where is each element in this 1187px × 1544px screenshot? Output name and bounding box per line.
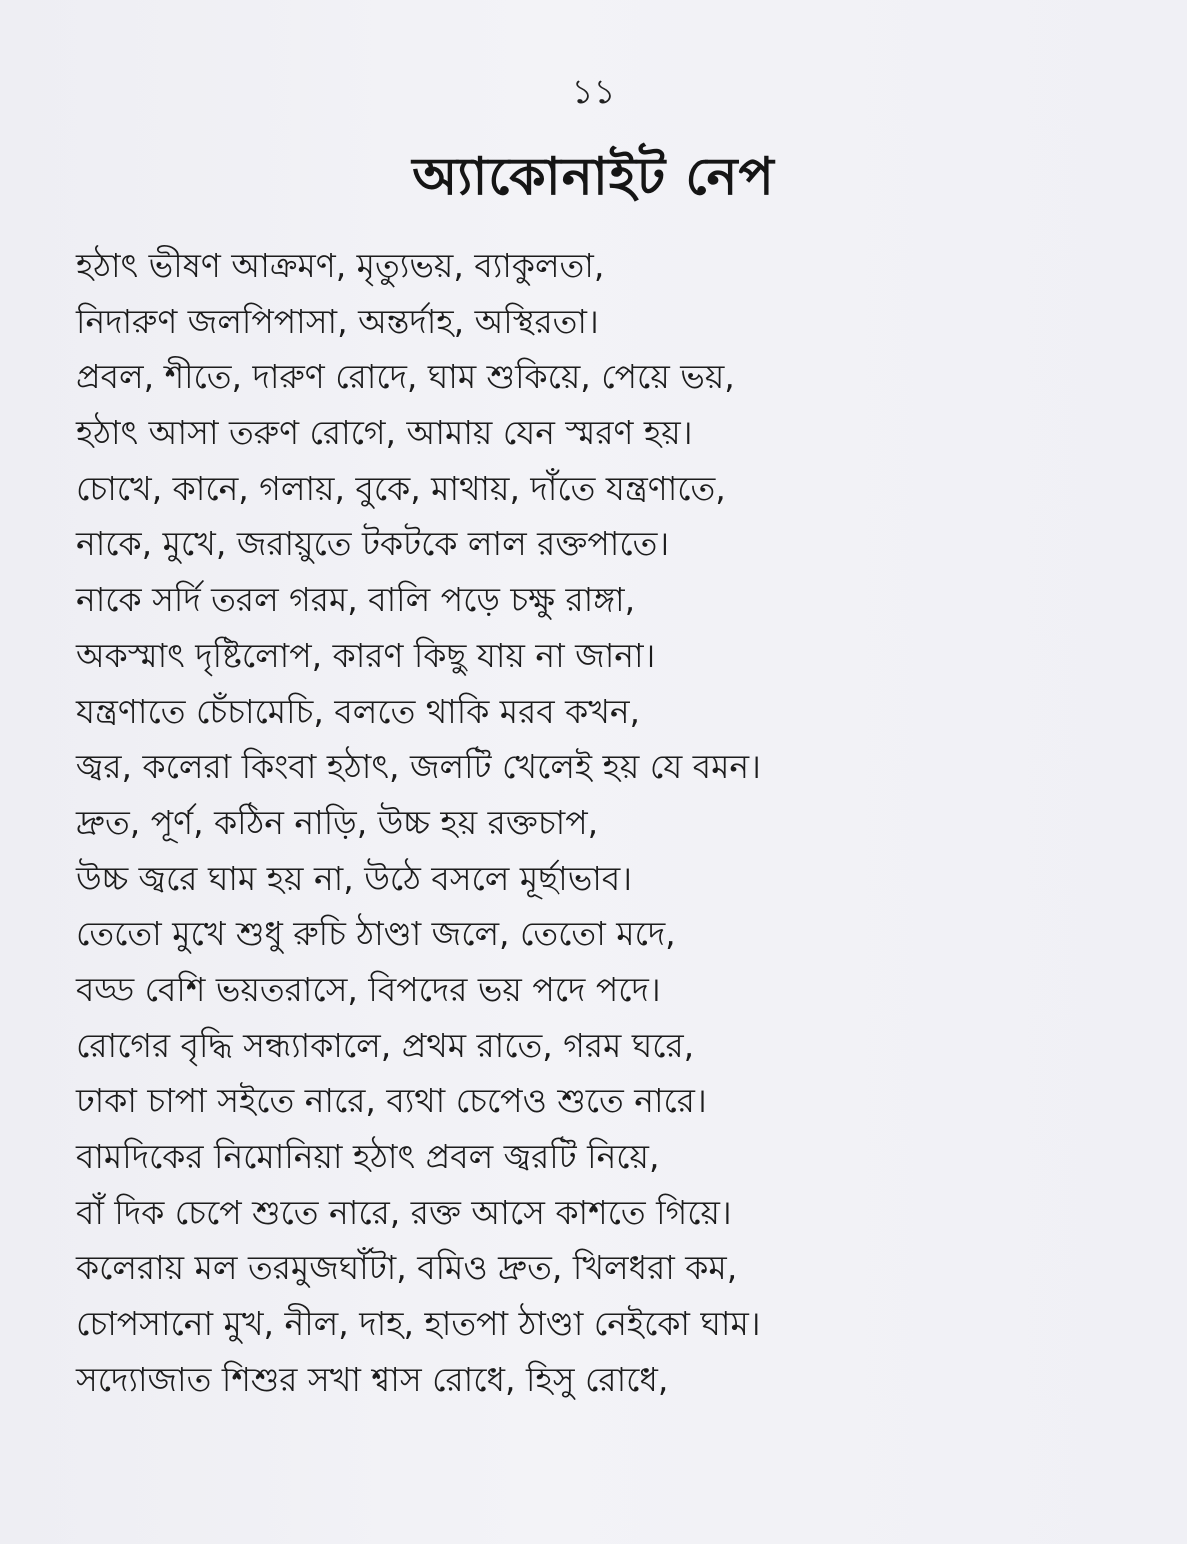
poem-line: তেতো মুখে শুধু রুচি ঠাণ্ডা জলে, তেতো মদে, — [76, 914, 676, 954]
poem-line: প্রবল, শীতে, দারুণ রোদে, ঘাম শুকিয়ে, পেয়ে ভয়, — [76, 357, 735, 397]
poem-line: যন্ত্রণাতে চেঁচামেচি, বলতে থাকি মরব কখন, — [76, 691, 641, 731]
poem-line: জ্বর, কলেরা কিংবা হঠাৎ, জলটি খেলেই হয় যে বমন। — [76, 747, 761, 787]
poem-line: নাকে, মুখে, জরায়ুতে টকটকে লাল রক্তপাতে। — [76, 524, 670, 564]
poem-title: অ্যাকোনাইট নেপ — [412, 147, 775, 207]
poem-line: বড্ড বেশি ভয়তরাসে, বিপদের ভয় পদে পদে। — [76, 969, 661, 1009]
poem-line: হঠাৎ আসা তরুণ রোগে, আমায় যেন স্মরণ হয়। — [76, 413, 693, 453]
poem-line: অকস্মাৎ দৃষ্টিলোপ, কারণ কিছু যায় না জানা। — [76, 635, 656, 675]
poem-line: নাকে সর্দি তরল গরম, বালি পড়ে চক্ষু রাঙ্গা, — [76, 580, 636, 620]
poem-line: উচ্চ জ্বরে ঘাম হয় না, উঠে বসলে মূর্ছাভাব। — [76, 858, 633, 898]
poem-line: হঠাৎ ভীষণ আক্রমণ, মৃত্যুভয়, ব্যাকুলতা, — [76, 246, 605, 285]
poem-body — [76, 238, 1136, 1407]
poem-line: কলেরায় মল তরমুজঘাঁটা, বমিও দ্রুত, খিলধরা কম, — [76, 1248, 738, 1288]
page-number: ১১ — [571, 72, 616, 112]
poem-line: বামদিকের নিমোনিয়া হঠাৎ প্রবল জ্বরটি নিয়ে, — [76, 1137, 660, 1176]
poem-line: বাঁ দিক চেপে শুতে নারে, রক্ত আসে কাশতে গিয়ে। — [76, 1192, 732, 1232]
poem-line: চোপসানো মুখ, নীল, দাহ, হাতপা ঠাণ্ডা নেইকো ঘাম। — [76, 1304, 761, 1344]
poem-line: নিদারুণ জলপিপাসা, অন্তর্দাহ, অস্থিরতা। — [76, 301, 599, 341]
poem-line: দ্রুত, পূর্ণ, কঠিন নাড়ি, উচ্চ হয় রক্তচাপ, — [76, 802, 599, 842]
poem-line: সদ্যোজাত শিশুর সখা শ্বাস রোধে, হিসু রোধে, — [76, 1359, 669, 1399]
poem-line: চোখে, কানে, গলায়, বুকে, মাথায়, দাঁতে যন্ত্রণাতে, — [76, 468, 726, 508]
poem-line: ঢাকা চাপা সইতে নারে, ব্যথা চেপেও শুতে নারে। — [76, 1081, 707, 1121]
poem-line: রোগের বৃদ্ধি সন্ধ্যাকালে, প্রথম রাতে, গরম ঘরে, — [76, 1025, 695, 1065]
